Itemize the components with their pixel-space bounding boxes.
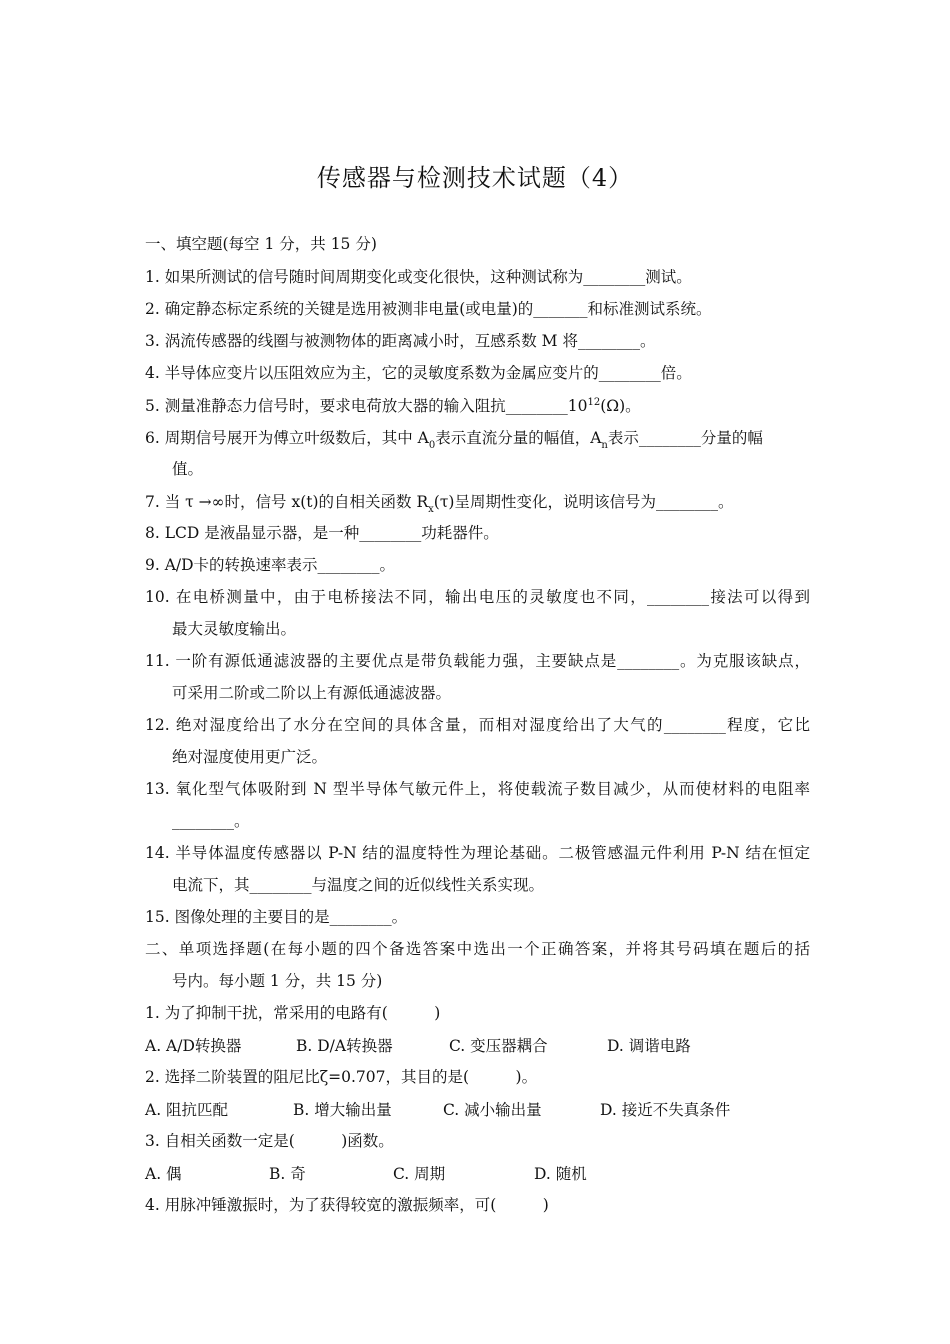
section1-heading: 一、填空题(每空 1 分，共 15 分) (145, 235, 377, 253)
q6-text-b: 表示直流分量的幅值，A (435, 429, 602, 447)
question-1-1: 1. 如果所测试的信号随时间周期变化或变化很快，这种测试称为________测试。 (145, 268, 692, 286)
question-1-5 (145, 395, 810, 417)
question-1-9: 9. A/D卡的转换速率表示________。 (145, 556, 396, 574)
section2-heading: 二、单项选择题(在每小题的四个备选答案中选出一个正确答案，并将其号码填在题后的括 (145, 940, 810, 958)
question-2-3: 3. 自相关函数一定是( )函数。 (145, 1132, 394, 1150)
q5-text-a: 5. 测量准静态力信号时，要求电荷放大器的输入阻抗________10 (145, 397, 588, 415)
question-1-11-cont: 可采用二阶或二阶以上有源低通滤波器。 (172, 684, 452, 702)
q2-1-option-c: C. 变压器耦合 (449, 1037, 548, 1055)
q2-1-option-a: A. A/D转换器 (145, 1037, 242, 1055)
question-1-2: 2. 确定静态标定系统的关键是选用被测非电量(或电量)的_______和标准测试系统。 (145, 300, 712, 318)
q2-2-option-b: B. 增大输出量 (293, 1101, 392, 1119)
q7-text-a: 7. 当 τ →∞时，信号 x(t)的自相关函数 R (145, 493, 429, 511)
q7-text-b: (τ)呈周期性变化，说明该信号为________。 (433, 493, 734, 511)
q6-subscript-n: n (601, 440, 608, 451)
question-1-10: 10. 在电桥测量中，由于电桥接法不同，输出电压的灵敏度也不同，________接法可以得到 (145, 588, 810, 606)
question-2-2: 2. 选择二阶装置的阻尼比ζ=0.707，其目的是( )。 (145, 1068, 538, 1086)
question-2-4: 4. 用脉冲锤激振时，为了获得较宽的激振频率，可( ) (145, 1196, 549, 1214)
page-title: 传感器与检测技术试题（4） (316, 164, 634, 192)
question-1-11: 11. 一阶有源低通滤波器的主要优点是带负载能力强，主要缺点是________。为克服该缺点， (145, 652, 810, 670)
q2-2-option-c: C. 减小输出量 (443, 1101, 542, 1119)
q6-text-a: 6. 周期信号展开为傅立叶级数后，其中 A (145, 429, 429, 447)
q2-2-option-a: A. 阻抗匹配 (145, 1101, 229, 1119)
q2-3-option-b: B. 奇 (269, 1165, 306, 1183)
question-1-14: 14. 半导体温度传感器以 P-N 结的温度特性为理论基础。二极管感温元件利用 P-N 结在恒定 (145, 844, 810, 862)
q6-text-c: 表示________分量的幅 (607, 429, 763, 447)
q2-2-option-d: D. 接近不失真条件 (600, 1101, 731, 1119)
q2-1-option-d: D. 调谐电路 (607, 1037, 691, 1055)
section2-heading-cont: 号内。每小题 1 分，共 15 分) (172, 972, 383, 990)
question-1-12-cont: 绝对湿度使用更广泛。 (172, 748, 328, 766)
q5-text-b: (Ω)。 (600, 397, 641, 415)
question-1-6-cont: 值。 (172, 460, 204, 478)
question-1-3: 3. 涡流传感器的线圈与被测物体的距离减小时，互感系数 M 将________。 (145, 332, 656, 350)
q6-subscript-0: 0 (428, 440, 436, 451)
question-2-1: 1. 为了抑制干扰，常采用的电路有( ) (145, 1004, 441, 1022)
question-1-8: 8. LCD 是液晶显示器，是一种________功耗器件。 (145, 524, 499, 542)
question-1-4: 4. 半导体应变片以压阻效应为主，它的灵敏度系数为金属应变片的________倍。 (145, 364, 692, 382)
q5-exponent: 12 (587, 397, 601, 408)
question-1-15: 15. 图像处理的主要目的是________。 (145, 908, 408, 926)
q7-subscript-x: x (428, 504, 434, 515)
q2-3-option-a: A. 偶 (145, 1165, 182, 1183)
q2-3-option-c: C. 周期 (393, 1165, 446, 1183)
question-1-7 (145, 491, 810, 513)
question-1-14-cont: 电流下，其________与温度之间的近似线性关系实现。 (172, 876, 545, 894)
question-1-12: 12. 绝对湿度给出了水分在空间的具体含量，而相对湿度给出了大气的________程度，它比 (145, 716, 810, 734)
q2-1-option-b: B. D/A转换器 (296, 1037, 393, 1055)
question-1-13-cont: ________。 (172, 812, 250, 830)
q2-3-option-d: D. 随机 (534, 1165, 587, 1183)
question-1-6 (145, 427, 810, 449)
question-1-13: 13. 氧化型气体吸附到 N 型半导体气敏元件上，将使载流子数目减少，从而使材料的电阻率 (145, 780, 810, 798)
question-1-10-cont: 最大灵敏度输出。 (172, 620, 297, 638)
